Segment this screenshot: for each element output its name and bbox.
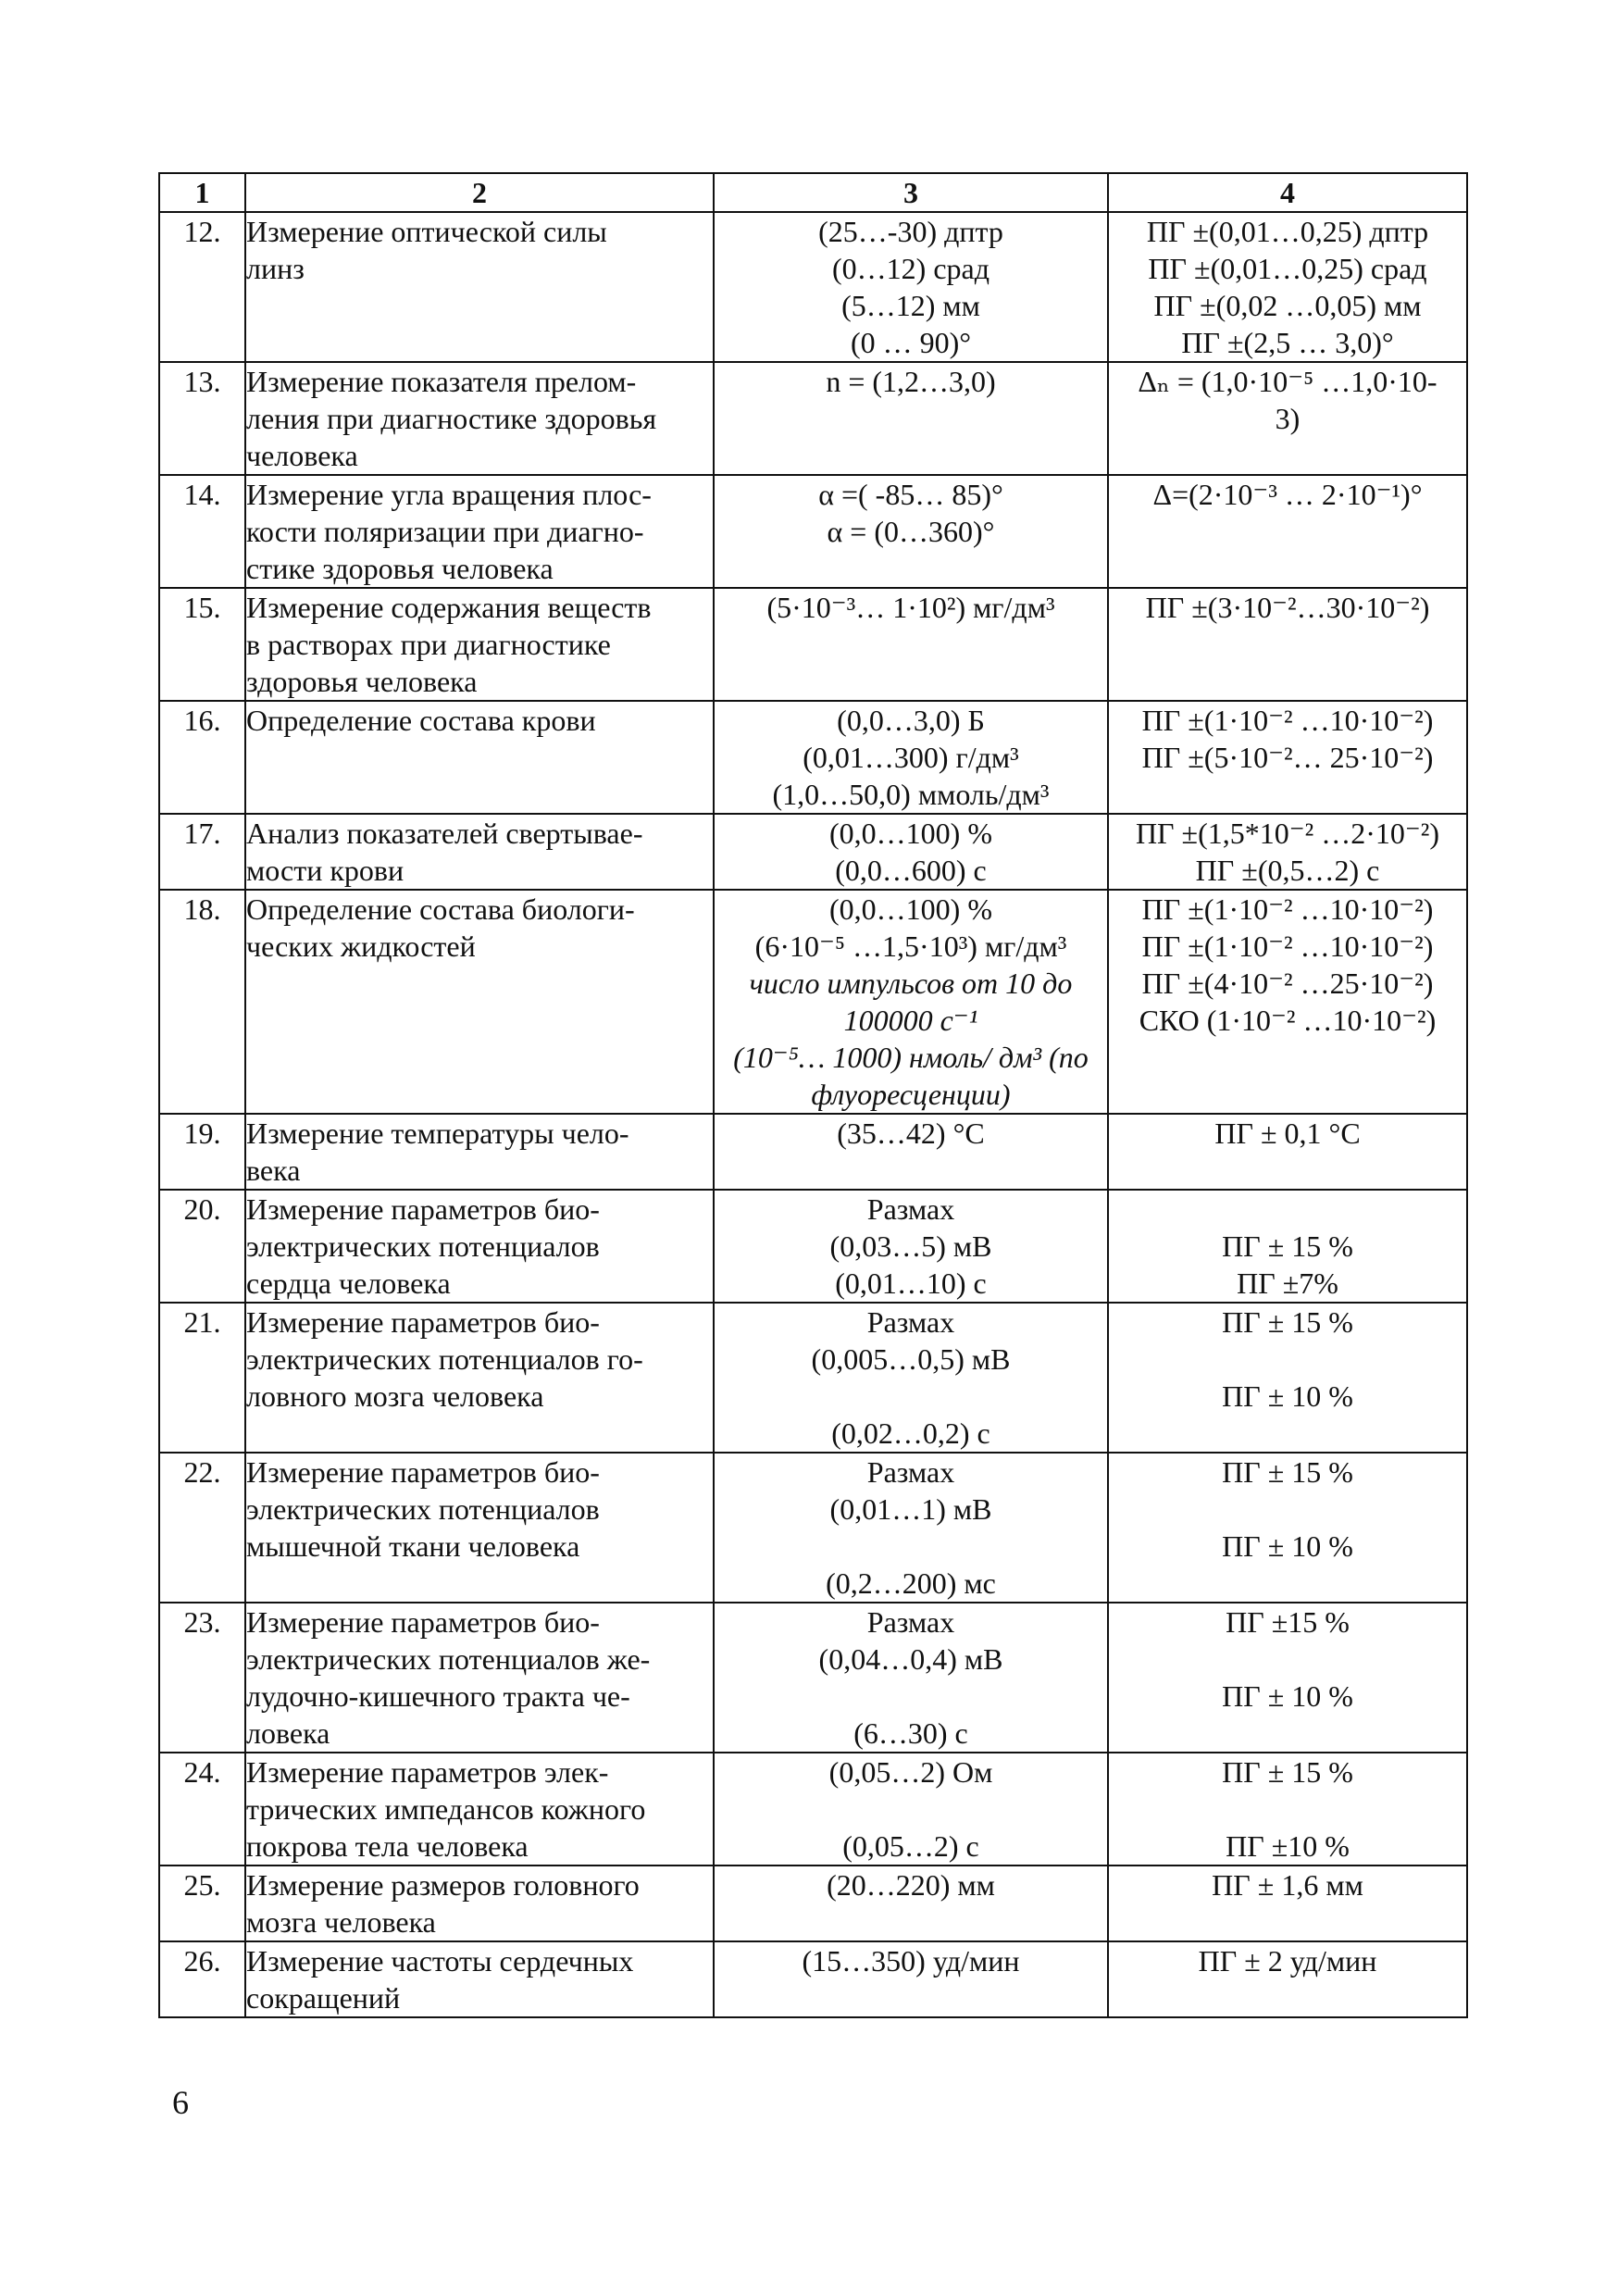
measurement-range [714, 814, 1108, 890]
name-line: покрова тела человека [246, 1829, 529, 1863]
table-row [159, 362, 1467, 475]
name-line: Измерение угла вращения плос- [246, 478, 652, 511]
table-row [159, 814, 1467, 890]
error-limits [1108, 1453, 1467, 1603]
measurement-range [714, 1114, 1108, 1190]
range-line: (0,0…100) % [829, 817, 992, 850]
error-line: ПГ ±15 % [1226, 1605, 1350, 1639]
error-limits [1108, 1114, 1467, 1190]
measurement-name [245, 1941, 714, 2017]
error-line: ПГ ±(1,5*10⁻² …2·10⁻²) [1135, 817, 1440, 850]
row-number: 23. [159, 1603, 245, 1753]
error-line: ПГ ±(0,01…0,25) срад [1148, 252, 1427, 285]
measurement-name [245, 1114, 714, 1190]
name-line: в растворах при диагностике [246, 628, 611, 661]
name-line: Измерение показателя прелом- [246, 365, 637, 398]
range-line: Размах [866, 1192, 955, 1226]
measurement-range [714, 212, 1108, 362]
range-line: (0,01…10) с [835, 1267, 987, 1300]
row-number: 25. [159, 1866, 245, 1941]
name-line: ловека [246, 1716, 330, 1750]
table-row [159, 1941, 1467, 2017]
name-line: Измерение температуры чело- [246, 1117, 629, 1150]
range-line: Размах [866, 1455, 955, 1489]
measurement-range [714, 1190, 1108, 1303]
table-row [159, 1753, 1467, 1866]
measurement-name [245, 1190, 714, 1303]
error-line: ПГ ± 0,1 °С [1214, 1117, 1361, 1150]
name-line: ления при диагностике здоровья [246, 402, 657, 435]
table-row [159, 1866, 1467, 1941]
range-line: (0,03…5) мВ [829, 1229, 992, 1263]
table-row [159, 588, 1467, 701]
name-line: электрических потенциалов го- [246, 1342, 643, 1376]
name-line: Измерение частоты сердечных [246, 1944, 634, 1978]
error-line: Δₙ = (1,0·10⁻⁵ …1,0·10- [1138, 365, 1438, 398]
error-line: ПГ ±(0,5…2) с [1195, 854, 1380, 887]
error-line: ПГ ±(3·10⁻²…30·10⁻²) [1145, 591, 1430, 624]
range-line: (0,0…3,0) Б [837, 704, 985, 737]
measurement-range [714, 1941, 1108, 2017]
error-line: ПГ ± 10 % [1222, 1379, 1353, 1413]
range-line: (0,01…1) мВ [829, 1492, 992, 1526]
table-row [159, 1603, 1467, 1753]
table-row [159, 701, 1467, 814]
range-line: (0,01…300) г/дм³ [803, 741, 1019, 774]
range-line: (6…30) с [853, 1716, 968, 1750]
range-line: (0,2…200) мс [826, 1566, 996, 1600]
name-line: Определение состава крови [246, 704, 596, 737]
column-header-1: 1 [159, 173, 245, 212]
name-line: Измерение параметров био- [246, 1305, 600, 1339]
measurement-range [714, 890, 1108, 1114]
error-line: ПГ ±(1·10⁻² …10·10⁻²) [1141, 930, 1434, 963]
range-line: (6·10⁻⁵ …1,5·10³) мг/дм³ [754, 930, 1067, 963]
specifications-table [158, 172, 1468, 2018]
range-line: (5…12) мм [841, 289, 980, 322]
name-line: мышечной ткани человека [246, 1529, 580, 1563]
name-line: трических импедансов кожного [246, 1792, 646, 1826]
measurement-name [245, 362, 714, 475]
measurement-name [245, 475, 714, 588]
error-line: ПГ ±7% [1237, 1267, 1338, 1300]
range-line: (0…12) срад [832, 252, 989, 285]
error-line: ПГ ± 15 % [1222, 1455, 1353, 1489]
measurement-name [245, 890, 714, 1114]
column-header-2: 2 [245, 173, 714, 212]
error-limits [1108, 890, 1467, 1114]
name-line: электрических потенциалов же- [246, 1642, 651, 1676]
error-line: ПГ ±(0,01…0,25) дптр [1146, 215, 1429, 248]
row-number: 20. [159, 1190, 245, 1303]
name-line: ческих жидкостей [246, 930, 476, 963]
error-limits [1108, 1603, 1467, 1753]
name-line: Измерение параметров био- [246, 1192, 600, 1226]
name-line: мозга человека [246, 1905, 436, 1939]
error-line: Δ=(2·10⁻³ … 2·10⁻¹)° [1152, 478, 1423, 511]
table-row [159, 1303, 1467, 1453]
range-line: α =( -85… 85)° [818, 478, 1003, 511]
name-line: человека [246, 439, 358, 472]
table-row [159, 1453, 1467, 1603]
name-line: здоровья человека [246, 665, 478, 698]
error-limits [1108, 475, 1467, 588]
range-line: (20…220) мм [827, 1868, 995, 1902]
error-limits [1108, 1866, 1467, 1941]
range-line: Размах [866, 1605, 955, 1639]
error-line: ПГ ± 2 уд/мин [1198, 1944, 1377, 1978]
range-line: α = (0…360)° [827, 515, 995, 548]
name-line: кости поляризации при диагно- [246, 515, 644, 548]
column-header-4: 4 [1108, 173, 1467, 212]
name-line: Измерение параметров элек- [246, 1755, 609, 1789]
name-line: мости крови [246, 854, 404, 887]
table-row [159, 212, 1467, 362]
name-line: Измерение оптической силы [246, 215, 607, 248]
error-line: ПГ ±(1·10⁻² …10·10⁻²) [1141, 892, 1434, 926]
range-line: (15…350) уд/мин [802, 1944, 1020, 1978]
name-line: электрических потенциалов [246, 1229, 600, 1263]
range-line: (0,02…0,2) с [831, 1416, 990, 1450]
row-number: 15. [159, 588, 245, 701]
range-line: (1,0…50,0) ммоль/дм³ [772, 778, 1050, 811]
error-line: ПГ ±(4·10⁻² …25·10⁻²) [1141, 967, 1434, 1000]
measurement-range [714, 1303, 1108, 1453]
error-limits [1108, 1190, 1467, 1303]
name-line: линз [246, 252, 305, 285]
name-line: Измерение размеров головного [246, 1868, 640, 1902]
name-line: ловного мозга человека [246, 1379, 544, 1413]
error-limits [1108, 362, 1467, 475]
measurement-name [245, 701, 714, 814]
range-line-italic: (10⁻⁵… 1000) нмоль/ дм³ (по [733, 1041, 1089, 1074]
range-line: (35…42) °С [837, 1117, 985, 1150]
error-line: ПГ ± 15 % [1222, 1229, 1353, 1263]
measurement-range [714, 701, 1108, 814]
row-number: 26. [159, 1941, 245, 2017]
column-header-3: 3 [714, 173, 1108, 212]
error-line: ПГ ± 15 % [1222, 1305, 1353, 1339]
error-line: ПГ ±(1·10⁻² …10·10⁻²) [1141, 704, 1434, 737]
error-limits [1108, 1941, 1467, 2017]
row-number: 18. [159, 890, 245, 1114]
measurement-range [714, 1866, 1108, 1941]
row-number: 13. [159, 362, 245, 475]
measurement-range [714, 588, 1108, 701]
row-number: 22. [159, 1453, 245, 1603]
error-limits [1108, 1303, 1467, 1453]
name-line: стике здоровья человека [246, 552, 554, 585]
name-line: Определение состава биологи- [246, 892, 635, 926]
range-line: n = (1,2…3,0) [826, 365, 996, 398]
range-line: (0,05…2) Ом [828, 1755, 993, 1789]
range-line: (0 … 90)° [850, 326, 972, 359]
measurement-range [714, 1753, 1108, 1866]
range-line: (0,0…600) с [835, 854, 987, 887]
name-line: века [246, 1154, 301, 1187]
row-number: 24. [159, 1753, 245, 1866]
error-limits [1108, 588, 1467, 701]
measurement-name [245, 1753, 714, 1866]
measurement-name [245, 1866, 714, 1941]
error-line: ПГ ±10 % [1226, 1829, 1350, 1863]
error-line: СКО (1·10⁻² …10·10⁻²) [1139, 1004, 1437, 1037]
range-line-italic: число импульсов от 10 до [749, 967, 1073, 1000]
table-row [159, 475, 1467, 588]
measurement-range [714, 362, 1108, 475]
error-limits [1108, 212, 1467, 362]
range-line: (5·10⁻³… 1·10²) мг/дм³ [766, 591, 1055, 624]
row-number: 17. [159, 814, 245, 890]
measurement-name [245, 1603, 714, 1753]
error-line: ПГ ±(2,5 … 3,0)° [1181, 326, 1394, 359]
page-number: 6 [172, 2084, 189, 2121]
name-line: Анализ показателей свертывае- [246, 817, 643, 850]
measurement-range [714, 475, 1108, 588]
error-line: ПГ ± 15 % [1222, 1755, 1353, 1789]
row-number: 12. [159, 212, 245, 362]
range-line: (0,05…2) с [842, 1829, 979, 1863]
error-limits [1108, 814, 1467, 890]
measurement-name [245, 212, 714, 362]
error-limits [1108, 1753, 1467, 1866]
name-line: Измерение параметров био- [246, 1605, 600, 1639]
error-limits [1108, 701, 1467, 814]
range-line-italic: 100000 с⁻¹ [843, 1004, 978, 1037]
measurement-name [245, 1303, 714, 1453]
error-line: ПГ ±(5·10⁻²… 25·10⁻²) [1141, 741, 1434, 774]
table-row [159, 1190, 1467, 1303]
measurement-name [245, 1453, 714, 1603]
range-line: Размах [866, 1305, 955, 1339]
error-line: 3) [1275, 402, 1301, 435]
error-line: ПГ ± 1,6 мм [1212, 1868, 1363, 1902]
measurement-name [245, 814, 714, 890]
error-line: ПГ ± 10 % [1222, 1529, 1353, 1563]
error-line: ПГ ±(0,02 …0,05) мм [1153, 289, 1422, 322]
row-number: 14. [159, 475, 245, 588]
range-line: (25…-30) дптр [818, 215, 1003, 248]
table-row [159, 890, 1467, 1114]
row-number: 16. [159, 701, 245, 814]
error-line: ПГ ± 10 % [1222, 1679, 1353, 1713]
name-line: лудочно-кишечного тракта че- [246, 1679, 630, 1713]
name-line: сердца человека [246, 1267, 451, 1300]
measurement-range [714, 1603, 1108, 1753]
range-line: (0,04…0,4) мВ [818, 1642, 1003, 1676]
name-line: сокращений [246, 1981, 401, 2015]
name-line: электрических потенциалов [246, 1492, 600, 1526]
measurement-name [245, 588, 714, 701]
range-line: (0,005…0,5) мВ [811, 1342, 1011, 1376]
row-number: 21. [159, 1303, 245, 1453]
name-line: Измерение содержания веществ [246, 591, 652, 624]
table-header-row [159, 173, 1467, 212]
range-line: (0,0…100) % [829, 892, 992, 926]
row-number: 19. [159, 1114, 245, 1190]
range-line-italic: флуоресценции) [811, 1078, 1011, 1111]
table-row [159, 1114, 1467, 1190]
measurement-range [714, 1453, 1108, 1603]
name-line: Измерение параметров био- [246, 1455, 600, 1489]
